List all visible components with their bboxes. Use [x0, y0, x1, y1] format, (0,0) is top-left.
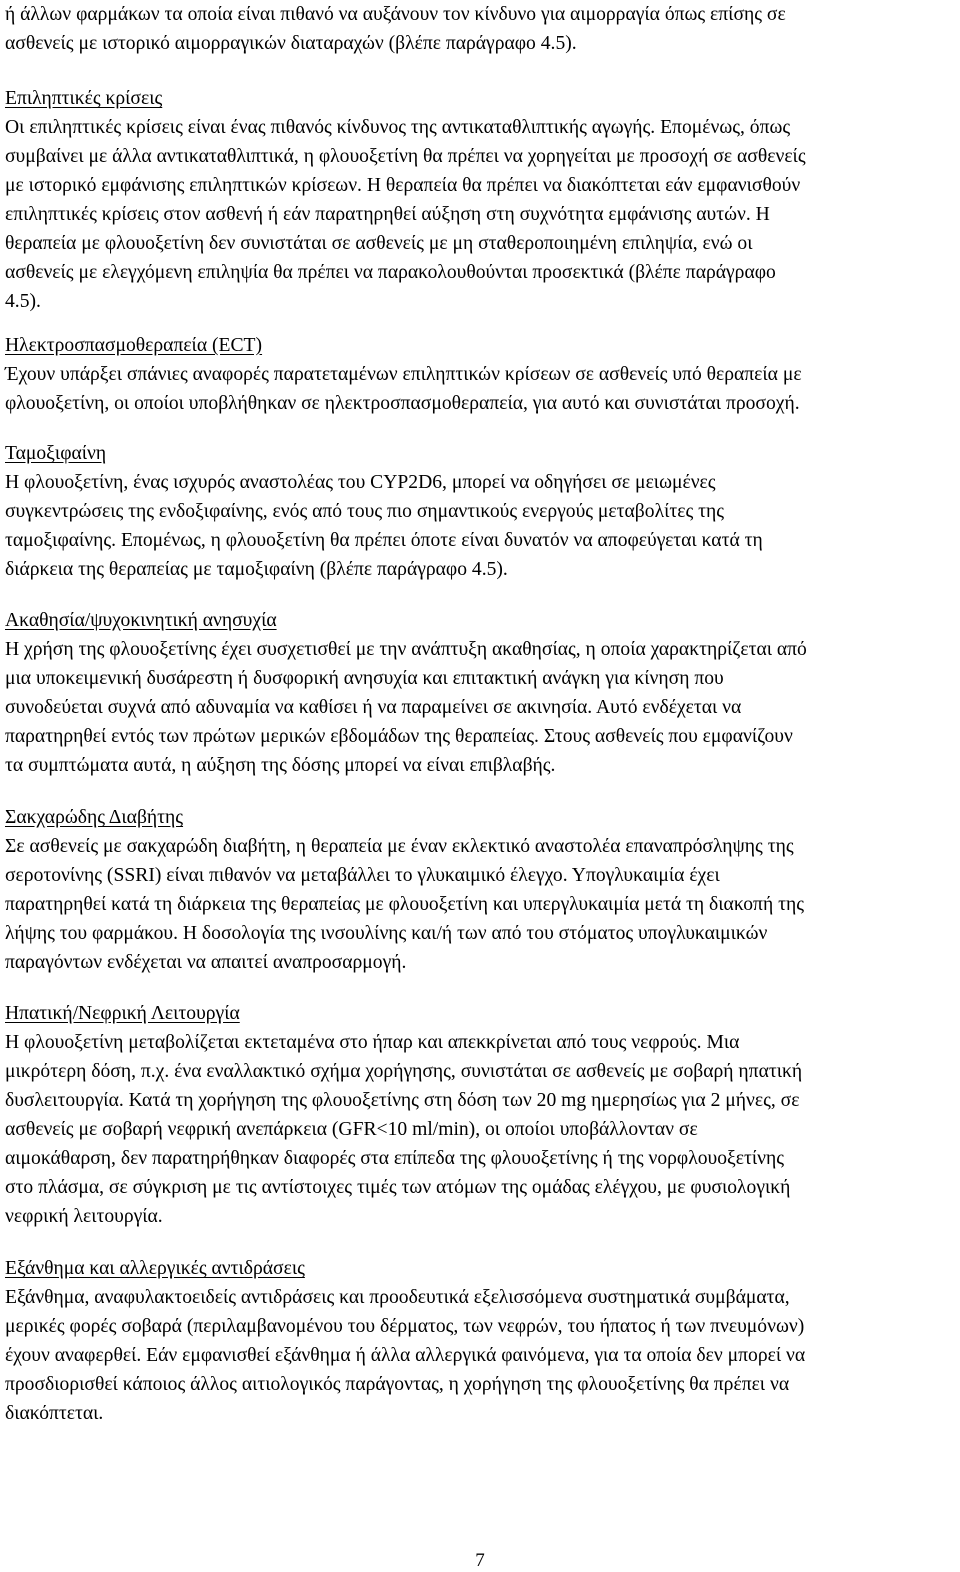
body-line: μια υποκειμενική δυσάρεστη ή δυσφορική ανησυχία και επιτακτική ανάγκη για κίνηση που	[5, 668, 724, 689]
body-line: ασθενείς με ιστορικό αιμορραγικών διαταραχών (βλέπε παράγραφο 4.5).	[5, 33, 577, 54]
body-line: μικρότερη δόση, π.χ. ένα εναλλακτικό σχήμα χορήγησης, συνιστάται σε ασθενείς με σοβαρή ηπατική	[5, 1061, 803, 1082]
body-line: ασθενείς με σοβαρή νεφρική ανεπάρκεια (GFR<10 ml/min), οι οποίοι υποβάλλονταν σε	[5, 1119, 698, 1140]
body-line: στο πλάσμα, σε σύγκριση με τις αντίστοιχες τιμές των ατόμων της ομάδας ελέγχου, με φυσιολογική	[5, 1177, 791, 1198]
section-heading-diabetes: Σακχαρώδης Διαβήτης	[5, 807, 184, 828]
body-line: διάρκεια της θεραπείας με ταμοξιφαίνη (βλέπε παράγραφο 4.5).	[5, 559, 508, 580]
body-line: Η φλουοξετίνη μεταβολίζεται εκτεταμένα στο ήπαρ και απεκκρίνεται από τους νεφρούς. Μια	[5, 1032, 740, 1053]
section-rash-allergic	[5, 1254, 805, 1428]
section-heading-rash-allergic: Εξάνθημα και αλλεργικές αντιδράσεις	[5, 1258, 305, 1279]
section-heading-tamoxifen: Ταμοξιφαίνη	[5, 443, 107, 464]
intro-paragraph	[5, 0, 786, 58]
body-line: Εξάνθημα, αναφυλακτοειδείς αντιδράσεις και προοδευτικά εξελισσόμενα συστηματικά συμβάματα,	[5, 1287, 790, 1308]
body-line: ή άλλων φαρμάκων τα οποία είναι πιθανό να αυξάνουν τον κίνδυνο για αιμορραγία όπως επίσης σε	[5, 4, 786, 25]
body-line: μερικές φορές σοβαρά (περιλαμβανομένου του δέρματος, των νεφρών, του ήπατος ή των πνευμόνων)	[5, 1316, 805, 1337]
body-line: θεραπεία με φλουοξετίνη δεν συνιστάται σε ασθενείς με μη σταθεροποιημένη επιληψία, ενώ οι	[5, 233, 753, 254]
body-line: επιληπτικές κρίσεις στον ασθενή ή εάν παρατηρηθεί αύξηση στη συχνότητα εμφάνισης αυτών. Η	[5, 204, 770, 225]
body-line: ταμοξιφαίνης. Επομένως, η φλουοξετίνη θα πρέπει όποτε είναι δυνατόν να αποφεύγεται κατά τη	[5, 530, 763, 551]
body-line: συνοδεύεται συχνά από αδυναμία να καθίσει ή να παραμείνει σε ακινησία. Αυτό ενδέχεται να	[5, 697, 742, 718]
body-line: Έχουν υπάρξει σπάνιες αναφορές παρατεταμένων επιληπτικών κρίσεων σε ασθενείς υπό θεραπεία με	[5, 364, 802, 385]
body-line: σεροτονίνης (SSRI) είναι πιθανόν να μεταβάλλει το γλυκαιμικό έλεγχο. Υπογλυκαιμία έχει	[5, 865, 720, 886]
body-line: συγκεντρώσεις της ενδοξιφαίνης, ενός από τους πιο σημαντικούς ενεργούς μεταβολίτες της	[5, 501, 724, 522]
body-line: προσδιορισθεί κάποιος άλλος αιτιολογικός παράγοντας, η χορήγηση της φλουοξετίνης θα πρέπει να	[5, 1374, 790, 1395]
section-heading-akathisia: Ακαθησία/ψυχοκινητική ανησυχία	[5, 610, 277, 631]
body-line: με ιστορικό εμφάνισης επιληπτικών κρίσεων. Η θεραπεία θα πρέπει να διακόπτεται εάν εμφανισθούν	[5, 175, 801, 196]
body-line: Η φλουοξετίνη, ένας ισχυρός αναστολέας του CYP2D6, μπορεί να οδηγήσει σε μειωμένες	[5, 472, 716, 493]
section-akathisia	[5, 606, 807, 780]
body-line: έχουν αναφερθεί. Εάν εμφανισθεί εξάνθημα ή άλλα αλλεργικά φαινόμενα, για τα οποία δεν μπορεί να	[5, 1345, 806, 1366]
section-hepatic-renal	[5, 999, 802, 1231]
section-heading-hepatic-renal: Ηπατική/Νεφρική Λειτουργία	[5, 1003, 240, 1024]
section-ect	[5, 331, 802, 418]
body-line: Η χρήση της φλουοξετίνης έχει συσχετισθεί με την ανάπτυξη ακαθησίας, η οποία χαρακτηρίζεται από	[5, 639, 807, 660]
body-line: 4.5).	[5, 291, 41, 312]
body-line: λήψης του φαρμάκου. Η δοσολογία της ινσουλίνης και/ή των από του στόματος υπογλυκαιμικών	[5, 923, 768, 944]
section-seizures	[5, 84, 806, 316]
body-line: ασθενείς με ελεγχόμενη επιληψία θα πρέπει να παρακολουθούνται προσεκτικά (βλέπε παράγραφο	[5, 262, 776, 283]
body-line: Οι επιληπτικές κρίσεις είναι ένας πιθανός κίνδυνος της αντικαταθλιπτικής αγωγής. Επομένως, όπως	[5, 117, 791, 138]
section-diabetes	[5, 803, 804, 977]
body-line: παρατηρηθεί εντός των πρώτων μερικών εβδομάδων της θεραπείας. Στους ασθενείς που εμφανίζουν	[5, 726, 793, 747]
body-line: αιμοκάθαρση, δεν παρατηρήθηκαν διαφορές στα επίπεδα της φλουοξετίνης ή της νορφλουοξετίνης	[5, 1148, 784, 1169]
body-line: συμβαίνει με άλλα αντικαταθλιπτικά, η φλουοξετίνη θα πρέπει να χορηγείται με προσοχή σε ασθενείς	[5, 146, 806, 167]
body-line: παραγόντων ενδέχεται να απαιτεί αναπροσαρμογή.	[5, 952, 407, 973]
body-line: Σε ασθενείς με σακχαρώδη διαβήτη, η θεραπεία με έναν εκλεκτικό αναστολέα επαναπρόσληψης της	[5, 836, 794, 857]
section-heading-ect: Ηλεκτροσπασμοθεραπεία (ECT)	[5, 335, 263, 356]
body-line: διακόπτεται.	[5, 1403, 104, 1424]
body-line: νεφρική λειτουργία.	[5, 1206, 163, 1227]
section-heading-seizures: Επιληπτικές κρίσεις	[5, 88, 163, 109]
body-line: φλουοξετίνη, οι οποίοι υποβλήθηκαν σε ηλεκτροσπασμοθεραπεία, για αυτό και συνιστάται προσοχή.	[5, 393, 800, 414]
body-line: δυσλειτουργία. Κατά τη χορήγηση της φλουοξετίνης στη δόση των 20 mg ημερησίως για 2 μήνες, σε	[5, 1090, 800, 1111]
body-line: παρατηρηθεί κατά τη διάρκεια της θεραπείας με φλουοξετίνη και υπεργλυκαιμία μετά τη διακοπή της	[5, 894, 804, 915]
section-tamoxifen	[5, 439, 763, 584]
page-number: 7	[475, 1550, 485, 1571]
body-line: τα συμπτώματα αυτά, η αύξηση της δόσης μπορεί να είναι επιβλαβής.	[5, 755, 556, 776]
